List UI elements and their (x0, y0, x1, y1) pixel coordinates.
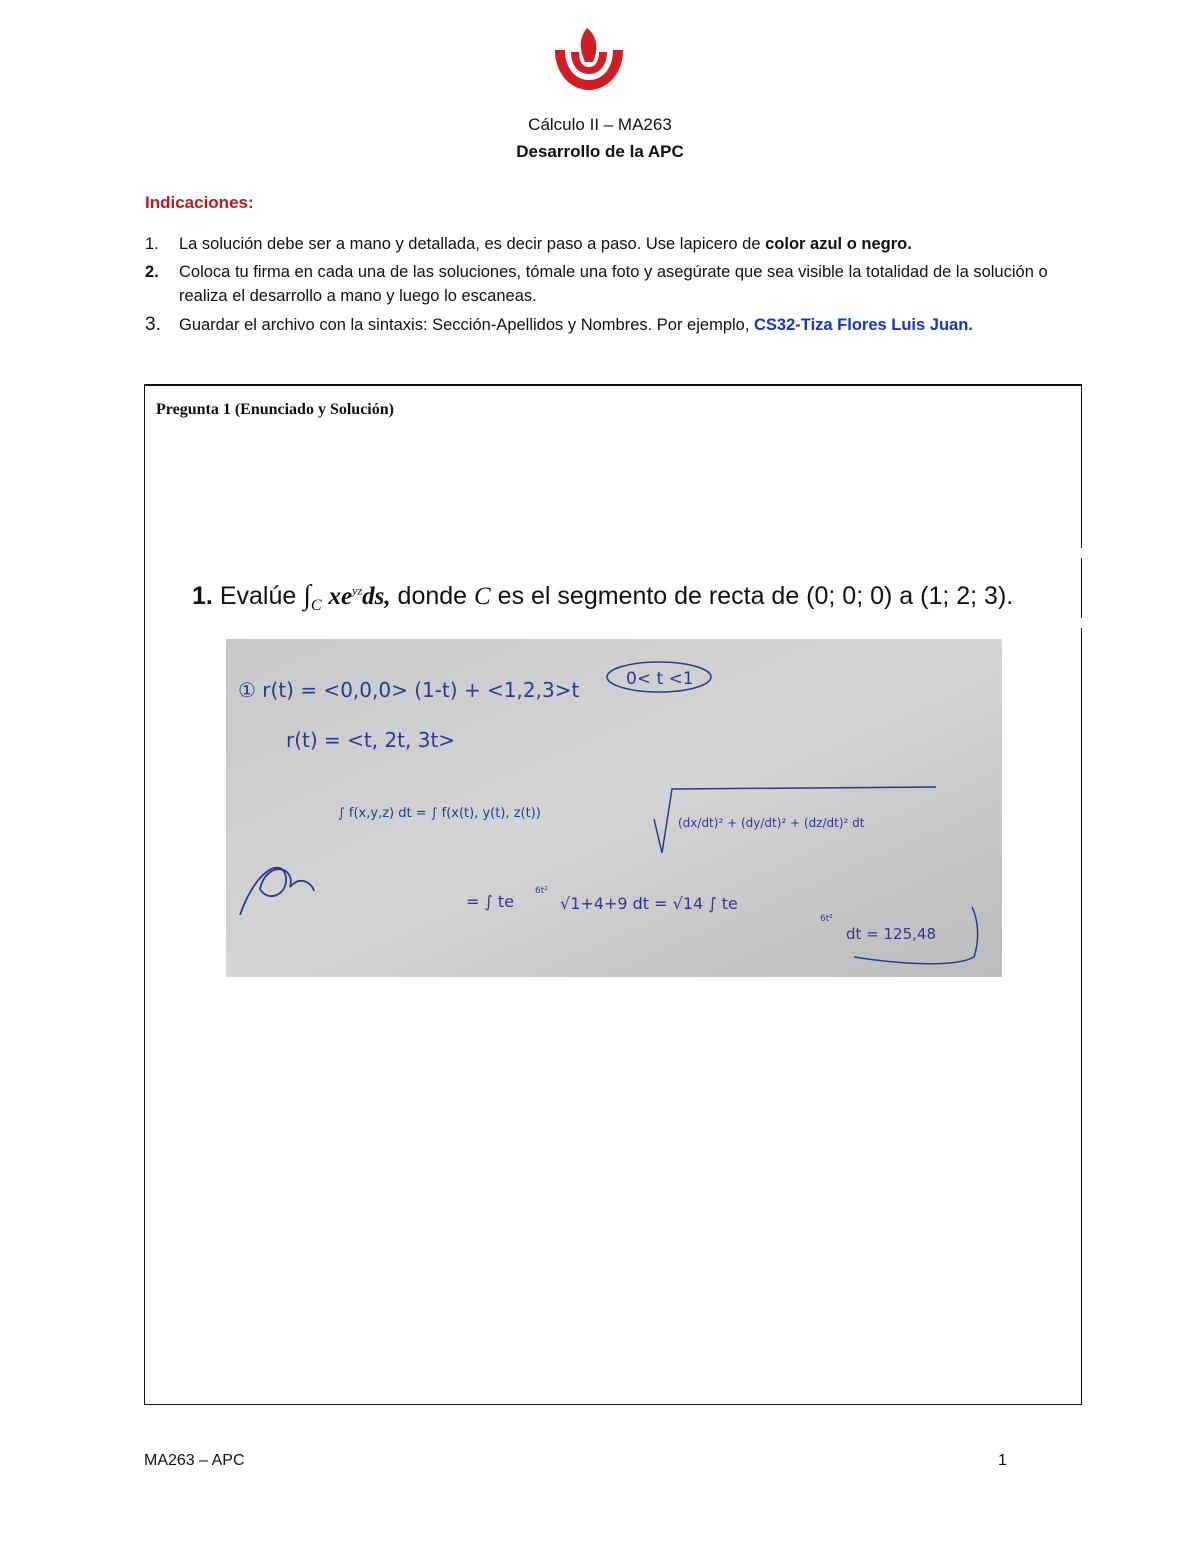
frame-gap (1081, 548, 1084, 558)
instruction-item-2: 2. Coloca tu firma en cada una de las soluciones, tómale una foto y asegúrate que sea visible la totalidad de la solución o realiza el desarrollo a mano y luego lo escaneas. (145, 263, 1048, 305)
example-filename: CS32-Tiza Flores Luis Juan. (754, 316, 973, 334)
hw-line-3b: (dx/dt)² + (dy/dt)² + (dz/dt)² dt (678, 816, 865, 830)
hw-line-1: ① r(t) = <0,0,0> (1-t) + <1,2,3>t (238, 678, 580, 702)
frame-gap-2 (1081, 618, 1084, 628)
instruction-item-3: 3. Guardar el archivo con la sintaxis: Sección-Apellidos y Nombres. Por ejemplo, CS32-Tiza Flores Luis Juan. (145, 314, 973, 335)
question-statement: 1. Evalúe $\int_C$ $xe^{yz}ds$, donde C es el segmento de recta de (0; 0; 0) a (1; 2; 3). (192, 580, 1014, 614)
hw-exp-2: 6t² (820, 914, 833, 924)
document-title: Desarrollo de la APC (516, 142, 684, 161)
footer-course: MA263 – APC (144, 1452, 245, 1469)
instruction-item-1: 1. La solución debe ser a mano y detallada, es decir paso a paso. Use lapicero de color azul o negro. (145, 235, 912, 253)
integral-symbol: ∫ (303, 580, 311, 611)
page-number: 1 (998, 1452, 1007, 1469)
hw-range: 0< t <1 (626, 669, 694, 689)
indications-heading: Indicaciones: (145, 193, 254, 212)
course-title: Cálculo II – MA263 (528, 115, 672, 134)
university-logo (549, 22, 629, 94)
hw-line-2: r(t) = <t, 2t, 3t> (286, 728, 456, 752)
question-label: Pregunta 1 (Enunciado y Solución) (156, 401, 394, 418)
hw-exp-1: 6t² (535, 886, 548, 896)
hw-line-4b: √1+4+9 dt = √14 ∫ te (560, 894, 738, 913)
handwritten-solution-photo (226, 639, 1002, 977)
hw-line-3a: ∫ f(x,y,z) dt = ∫ f(x(t), y(t), z(t)) (338, 806, 541, 821)
hw-line-4c: dt = 125,48 (846, 925, 936, 943)
hw-line-4a: = ∫ te (466, 892, 515, 911)
